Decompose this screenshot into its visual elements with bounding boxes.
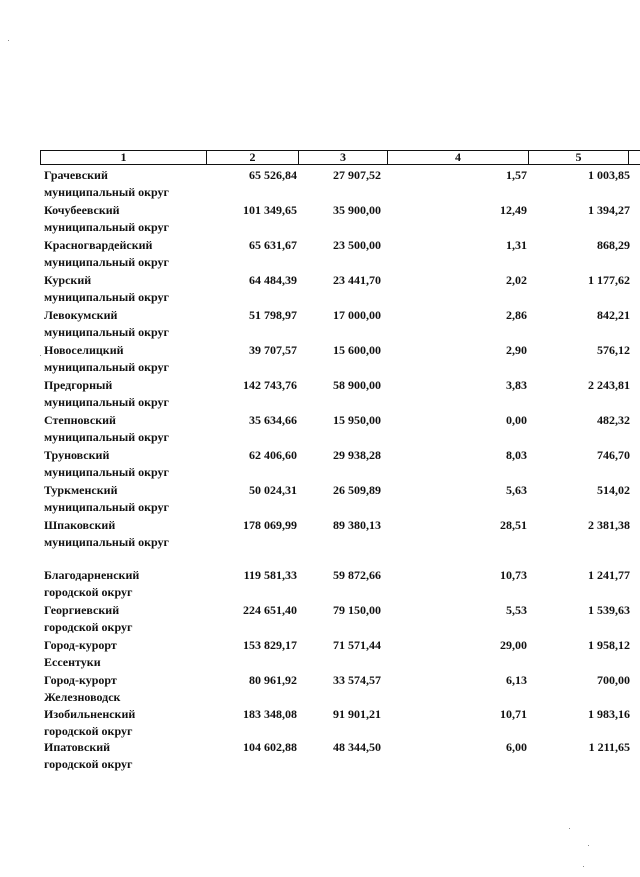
- row-name-line2: муниципальный округ: [44, 395, 170, 409]
- row-name-line2: муниципальный округ: [44, 360, 170, 374]
- value-col-4: 10,71: [500, 707, 527, 721]
- value-col-3: 58 900,00: [333, 378, 381, 392]
- column-header-5: 5: [529, 151, 629, 164]
- column-header-1: 1: [41, 151, 207, 164]
- value-col-4: 6,00: [506, 740, 527, 754]
- value-col-4: 29,00: [500, 638, 527, 652]
- value-col-3: 27 907,52: [333, 168, 381, 182]
- row-name-line1: Шпаковский: [44, 518, 116, 532]
- value-col-3: 33 574,57: [333, 673, 381, 687]
- value-col-3: 35 900,00: [333, 203, 381, 217]
- value-col-5: 746,70: [597, 448, 630, 462]
- column-header-2: 2: [207, 151, 299, 164]
- value-col-3: 89 380,13: [333, 518, 381, 532]
- row-name-line2: городской округ: [44, 724, 133, 738]
- row-name-line1: Благодарненский: [44, 568, 140, 582]
- row-name-line1: Левокумский: [44, 308, 118, 322]
- value-col-5: 1 983,16: [588, 707, 630, 721]
- value-col-2: 101 349,65: [243, 203, 297, 217]
- value-col-4: 5,63: [506, 483, 527, 497]
- row-name-line2: муниципальный округ: [44, 290, 170, 304]
- value-col-2: 39 707,57: [249, 343, 297, 357]
- value-col-5: 514,02: [597, 483, 630, 497]
- value-col-3: 26 509,89: [333, 483, 381, 497]
- row-name-line2: муниципальный округ: [44, 500, 170, 514]
- row-name-line2: муниципальный округ: [44, 185, 170, 199]
- value-col-2: 183 348,08: [243, 707, 297, 721]
- value-col-3: 79 150,00: [333, 603, 381, 617]
- value-col-3: 17 000,00: [333, 308, 381, 322]
- value-col-4: 3,83: [506, 378, 527, 392]
- value-col-2: 50 024,31: [249, 483, 297, 497]
- value-col-3: 15 950,00: [333, 413, 381, 427]
- row-name-line1: Труновский: [44, 448, 110, 462]
- row-name-line2: муниципальный округ: [44, 325, 170, 339]
- row-name: [44, 412, 214, 446]
- value-col-5: 868,29: [597, 238, 630, 252]
- value-col-2: 51 798,97: [249, 308, 297, 322]
- value-col-2: 65 526,84: [249, 168, 297, 182]
- row-name: [44, 237, 214, 271]
- row-name-line2: городской округ: [44, 585, 133, 599]
- row-name-line2: Ессентуки: [44, 655, 101, 669]
- row-name-line2: муниципальный округ: [44, 430, 170, 444]
- value-col-4: 0,00: [506, 413, 527, 427]
- value-col-2: 64 484,39: [249, 273, 297, 287]
- row-name: [44, 202, 214, 236]
- value-col-4: 1,31: [506, 238, 527, 252]
- value-col-4: 2,90: [506, 343, 527, 357]
- row-name: [44, 167, 214, 201]
- value-col-4: 8,03: [506, 448, 527, 462]
- value-col-2: 62 406,60: [249, 448, 297, 462]
- value-col-2: 224 651,40: [243, 603, 297, 617]
- value-col-3: 23 500,00: [333, 238, 381, 252]
- scan-speck: [583, 866, 584, 867]
- row-name-line1: Город-курорт: [44, 673, 117, 687]
- value-col-5: 700,00: [597, 673, 630, 687]
- row-name-line1: Георгиевский: [44, 603, 120, 617]
- value-col-2: 178 069,99: [243, 518, 297, 532]
- value-col-2: 142 743,76: [243, 378, 297, 392]
- value-col-2: 80 961,92: [249, 673, 297, 687]
- value-col-3: 48 344,50: [333, 740, 381, 754]
- row-name-line1: Степновский: [44, 413, 116, 427]
- value-col-4: 2,86: [506, 308, 527, 322]
- value-col-5: 2 243,81: [588, 378, 630, 392]
- row-name: [44, 307, 214, 341]
- value-col-5: 1 539,63: [588, 603, 630, 617]
- row-name-line1: Кочубеевский: [44, 203, 120, 217]
- row-name-line2: Железноводск: [44, 690, 121, 704]
- value-col-4: 1,57: [506, 168, 527, 182]
- row-name-line2: муниципальный округ: [44, 465, 170, 479]
- row-name-line2: муниципальный округ: [44, 255, 170, 269]
- row-name: [44, 482, 214, 516]
- value-col-4: 2,02: [506, 273, 527, 287]
- value-col-5: 1 394,27: [588, 203, 630, 217]
- value-col-5: 1 003,85: [588, 168, 630, 182]
- row-name: [44, 272, 214, 306]
- scan-speck: [40, 355, 41, 356]
- row-name-line1: Новоселицкий: [44, 343, 124, 357]
- scan-speck: [569, 828, 570, 829]
- row-name: [44, 739, 214, 773]
- value-col-2: 153 829,17: [243, 638, 297, 652]
- value-col-5: 1 958,12: [588, 638, 630, 652]
- value-col-2: 104 602,88: [243, 740, 297, 754]
- value-col-5: 482,32: [597, 413, 630, 427]
- row-name: [44, 517, 214, 551]
- value-col-3: 15 600,00: [333, 343, 381, 357]
- value-col-3: 59 872,66: [333, 568, 381, 582]
- value-col-2: 65 631,67: [249, 238, 297, 252]
- value-col-5: 1 177,62: [588, 273, 630, 287]
- value-col-3: 71 571,44: [333, 638, 381, 652]
- row-name: [44, 567, 214, 601]
- row-name-line1: Ипатовский: [44, 740, 111, 754]
- value-col-4: 5,53: [506, 603, 527, 617]
- row-name-line2: муниципальный округ: [44, 535, 170, 549]
- value-col-5: 2 381,38: [588, 518, 630, 532]
- row-name-line1: Изобильненский: [44, 707, 136, 721]
- row-name-line2: городской округ: [44, 757, 133, 771]
- table-header-row: [40, 150, 640, 165]
- value-col-4: 6,13: [506, 673, 527, 687]
- value-col-3: 29 938,28: [333, 448, 381, 462]
- value-col-3: 23 441,70: [333, 273, 381, 287]
- value-col-5: 842,21: [597, 308, 630, 322]
- value-col-5: 576,12: [597, 343, 630, 357]
- row-name-line1: Курский: [44, 273, 92, 287]
- row-name: [44, 672, 214, 706]
- column-header-3: 3: [299, 151, 388, 164]
- row-name-line1: Грачевский: [44, 168, 108, 182]
- row-name-line2: городской округ: [44, 620, 133, 634]
- value-col-5: 1 241,77: [588, 568, 630, 582]
- value-col-2: 35 634,66: [249, 413, 297, 427]
- row-name-line1: Туркменский: [44, 483, 118, 497]
- row-name-line1: Красногвардейский: [44, 238, 153, 252]
- value-col-4: 28,51: [500, 518, 527, 532]
- row-name-line1: Город-курорт: [44, 638, 117, 652]
- row-name: [44, 447, 214, 481]
- value-col-5: 1 211,65: [588, 740, 630, 754]
- column-header-4: 4: [388, 151, 529, 164]
- row-name: [44, 342, 214, 376]
- scan-speck: [8, 40, 9, 41]
- row-name: [44, 602, 214, 636]
- value-col-3: 91 901,21: [333, 707, 381, 721]
- value-col-4: 10,73: [500, 568, 527, 582]
- value-col-2: 119 581,33: [243, 568, 297, 582]
- row-name: [44, 377, 214, 411]
- column-header-6: [629, 151, 640, 164]
- value-col-4: 12,49: [500, 203, 527, 217]
- row-name-line2: муниципальный округ: [44, 220, 170, 234]
- row-name-line1: Предгорный: [44, 378, 113, 392]
- row-name: [44, 706, 214, 740]
- scan-speck: [588, 845, 589, 846]
- row-name: [44, 637, 214, 671]
